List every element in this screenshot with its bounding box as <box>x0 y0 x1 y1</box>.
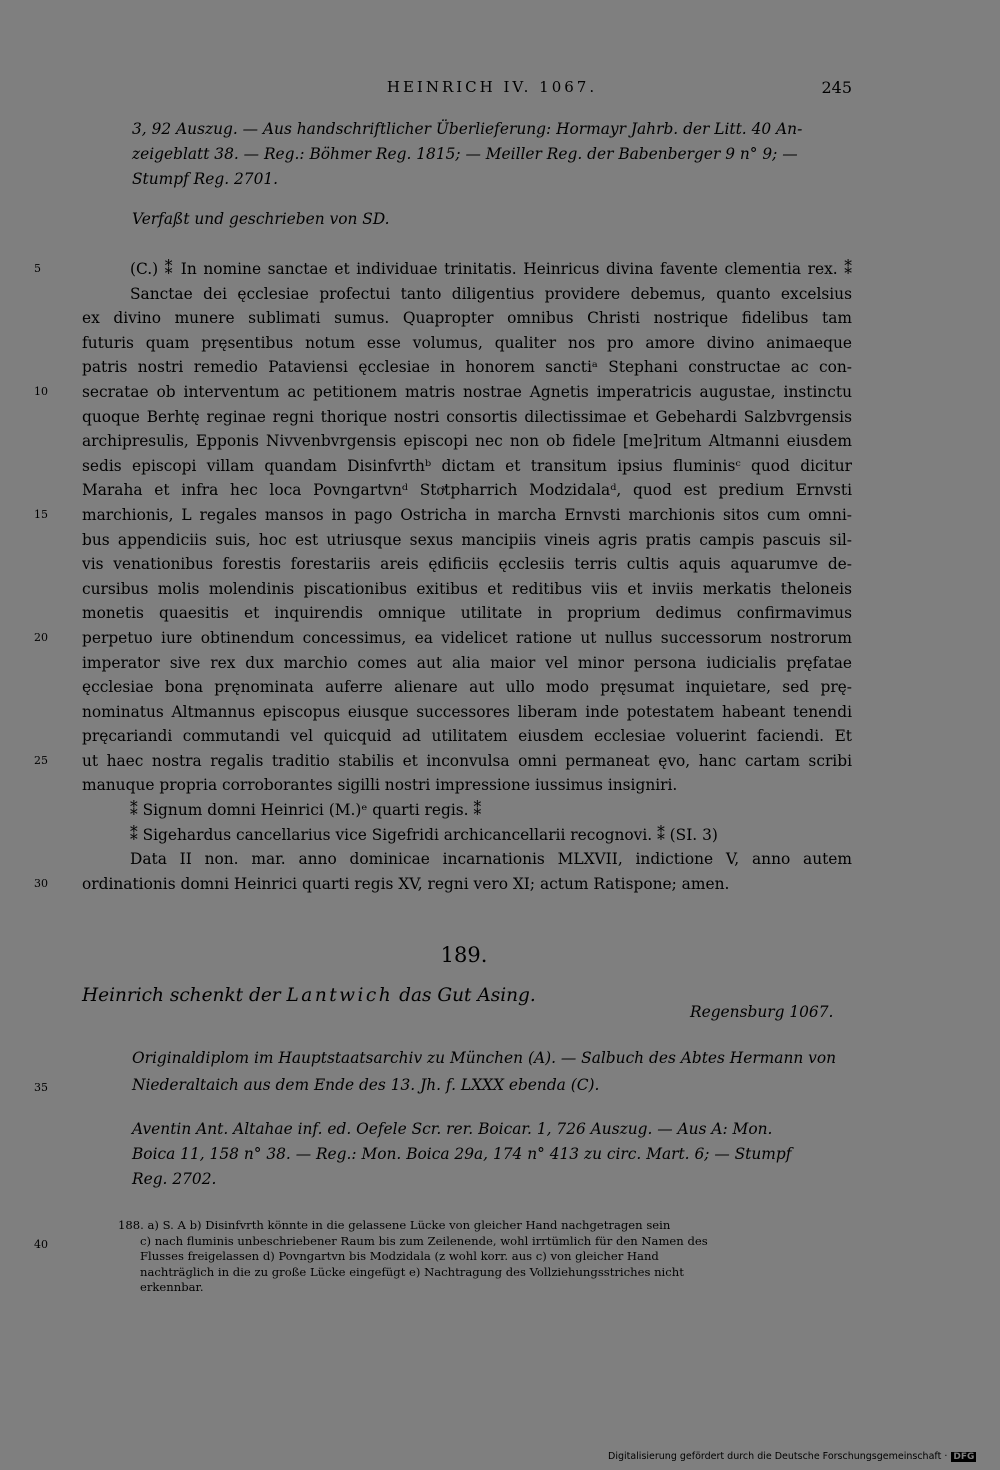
footnote-line: c) nach fluminis unbeschriebener Raum bis zum Zeilenende, wohl irrtümlich für den Namen des <box>140 1233 708 1248</box>
text-line: Maraha et infra hec loca Povngartvnᵈ Stoͮtpharrich Modzidalaᵈ, quod est predium Ernvsti <box>82 481 852 500</box>
regest-text: das Gut Asing. <box>393 985 536 1006</box>
line-number: 25 <box>34 754 48 767</box>
running-header <box>132 78 852 100</box>
text-line: pręcariandi commutandi vel quicquid ad utilitatem eiusdem ecclesiae voluerint faciendi. Et <box>82 727 852 746</box>
charter-text <box>82 257 852 896</box>
line-number: 15 <box>34 508 48 521</box>
text-line: ęcclesiae bona pręnominata auferre alienare aut ullo modo pręsumat inquietare, sed prę- <box>82 678 852 697</box>
editions <box>132 1117 852 1192</box>
footnote-line: 188. a) S. A b) Disinfvrth könnte in die gelassene Lücke von gleicher Hand nachgetragen sein <box>118 1218 671 1232</box>
footnote-line: Flusses freigelassen d) Povngartvn bis Modzidala (z wohl korr. aus c) von gleicher Hand <box>140 1249 659 1263</box>
text-line: (C.) ⁑ In nomine sanctae et individuae trinitatis. Heinricus divina favente clementia rex. ⁑ <box>130 260 852 278</box>
footnote-line: erkennbar. <box>140 1280 204 1294</box>
text-line: ut haec nostra regalis traditio stabilis et inconvulsa omni permaneat ęvo, hanc cartam scribi <box>82 751 852 770</box>
text-line: secratae ob interventum ac petitionem matris nostrae Agnetis imperatricis augustae, instinctu <box>82 382 852 401</box>
author-note: Verfaßt und geschrieben von SD. <box>132 210 390 228</box>
dfg-footer <box>608 1451 976 1462</box>
text-line: perpetuo iure obtinendum concessimus, ea videlicet ratione ut nullus successorum nostrorum <box>82 628 852 647</box>
line-number: 30 <box>34 877 48 890</box>
text-line: archipresulis, Epponis Nivvenbvrgensis episcopi nec non ob fidele [me]ritum Altmanni eiusdem <box>82 432 852 451</box>
biblio-line: Stumpf Reg. 2701. <box>132 170 279 188</box>
biblio-line: 3, 92 Auszug. — Aus handschriftlicher Überlieferung: Hormayr Jahrb. der Litt. 40 An- <box>132 120 803 138</box>
document-number: 189. <box>440 943 488 967</box>
running-title: HEINRICH IV. 1067. <box>386 78 598 96</box>
regest-text: Heinrich schenkt der <box>82 985 287 1006</box>
text-line: futuris quam pręsentibus notum esse volumus, qualiter nos pro amore divino animaeque <box>82 333 852 352</box>
text-line: patris nostri remedio Pataviensi ęcclesiae in honorem sanctiᵃ Stephani constructae ac con- <box>82 358 852 377</box>
dating-line: ordinationis domni Heinrici quarti regis XV, regni vero XI; actum Ratispone; amen. <box>82 874 730 893</box>
text-line: ex divino munere sublimati sumus. Quapropter omnibus Christi nostrique fidelibus tam <box>82 309 852 328</box>
edition-line: Reg. 2702. <box>132 1170 217 1188</box>
text-line: bus appendiciis suis, hoc est utriusque sexus mancipiis vineis agris pratis campis pascuis sil- <box>82 530 852 549</box>
source-line: Niederaltaich aus dem Ende des 13. Jh. f. LXXX ebenda (C). <box>132 1076 600 1094</box>
line-number: 10 <box>34 385 48 398</box>
biblio-line: zeigeblatt 38. — Reg.: Böhmer Reg. 1815; — Meiller Reg. der Babenberger 9 n° 9; — <box>132 145 798 163</box>
dating-line: Data II non. mar. anno dominicae incarnationis MLXVII, indictione V, anno autem <box>130 850 852 869</box>
text-line: Sanctae dei ęcclesiae profectui tanto diligentius providere debemus, quanto excelsius <box>130 284 852 303</box>
text-line: vis venationibus forestis forestariis areis ędificiis ęcclesiis terris cultis aquis aquarumve de- <box>82 555 852 574</box>
text-line: nominatus Altmannus episcopus eiusque successores liberam inde potestatem habeant tenendi <box>82 702 852 721</box>
dfg-logo: DFG <box>953 1452 975 1462</box>
regest-heading <box>82 985 536 1006</box>
text-line: marchionis, L regales mansos in pago Ostricha in marcha Ernvsti marchionis sitos cum omni- <box>82 505 852 524</box>
footer-text: Digitalisierung gefördert durch die Deutsche Forschungsgemeinschaft · <box>608 1451 948 1462</box>
line-number: 35 <box>34 1081 48 1094</box>
line-number: 5 <box>34 262 41 275</box>
doc188-bibliography <box>132 117 852 192</box>
edition-line: Boica 11, 158 n° 38. — Reg.: Mon. Boica 29a, 174 n° 413 zu circ. Mart. 6; — Stumpf <box>132 1145 792 1163</box>
text-line: cursibus molis molendinis piscationibus exitibus et reditibus viis et inviis merkatis theloneis <box>82 579 852 598</box>
text-line: monetis quaesitis et inquirendis omnique utilitate in proprium dedimus confirmavimus <box>82 604 852 623</box>
line-number: 40 <box>34 1238 48 1251</box>
text-line: sedis episcopi villam quandam Disinfvrthᵇ dictam et transitum ipsius fluminisᶜ quod dicitur <box>82 456 852 475</box>
text-line: manuque propria corroborantes sigilli nostri impressione iussimus insigniri. <box>82 776 678 795</box>
line-number: 20 <box>34 631 48 644</box>
recognition-line: ⁑ Sigehardus cancellarius vice Sigefridi archicancellarii recognovi. ⁑ (SI. 3) <box>130 825 718 844</box>
text-line: quoque Berhtę reginae regni thorique nostri consortis dilectissimae et Gebehardi Salzbvrgensis <box>82 407 852 426</box>
source-tradition <box>132 1045 852 1099</box>
source-line: Originaldiplom im Hauptstaatsarchiv zu München (A). — Salbuch des Abtes Hermann von <box>132 1049 837 1067</box>
page-number: 245 <box>821 78 852 97</box>
signum-line: ⁑ Signum domni Heinrici (M.)ᵉ quarti regis. ⁑ <box>130 801 482 820</box>
text-line: imperator sive rex dux marchio comes aut alia maior vel minor persona iudicialis pręfatae <box>82 653 852 672</box>
footnote-line: nachträglich in die zu große Lücke eingefügt e) Nachtragung des Vollziehungsstriches nicht <box>140 1264 684 1279</box>
regest-name: Lantwich <box>286 985 394 1006</box>
footnotes <box>118 1218 852 1296</box>
edition-line: Aventin Ant. Altahae inf. ed. Oefele Scr. rer. Boicar. 1, 726 Auszug. — Aus A: Mon. <box>132 1120 773 1138</box>
place-date: Regensburg 1067. <box>690 1003 834 1021</box>
